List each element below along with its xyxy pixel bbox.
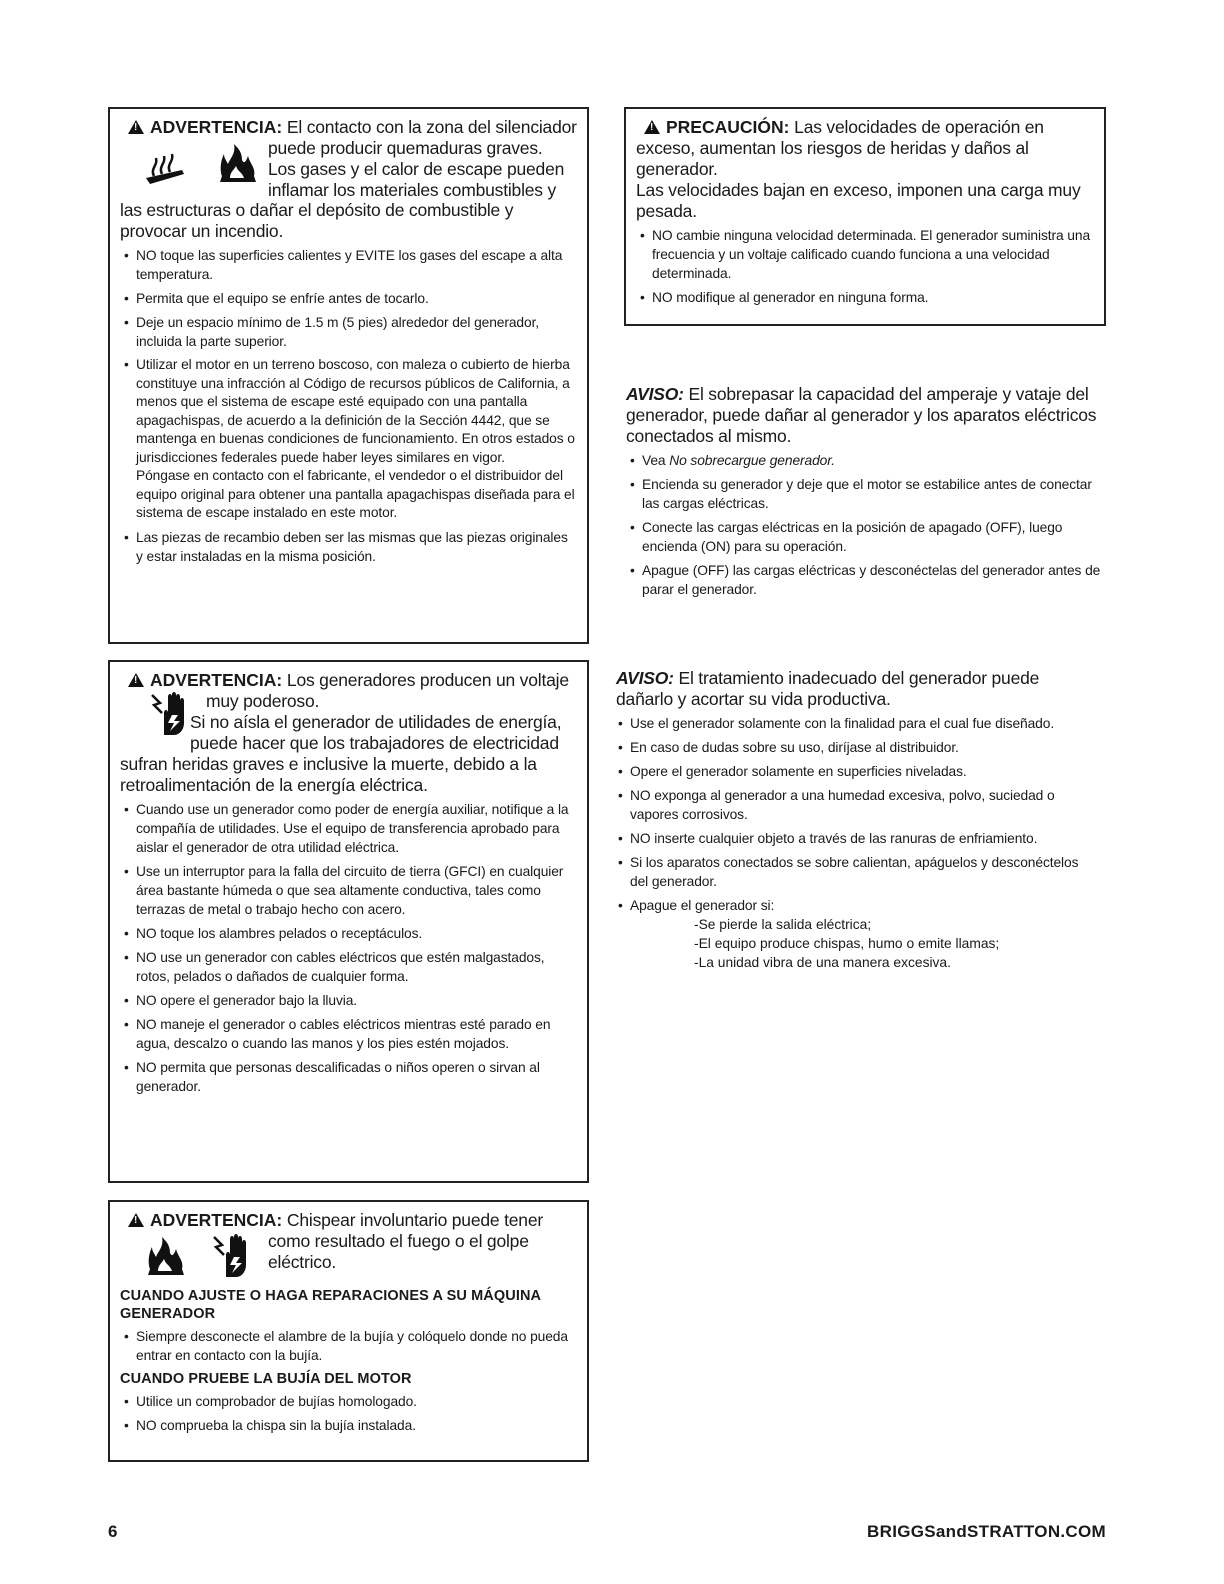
caution-lead: [636, 117, 1094, 222]
warning-box-muffler: [108, 107, 589, 644]
list-item: • Siempre desconecte el alambre de la bujía y colóquelo donde no pueda entrar en contacto con la bujía.: [120, 1327, 577, 1365]
list-item: • NO permita que personas descalificadas o niños operen o sirvan al generador.: [120, 1058, 577, 1096]
notice-lead: [626, 384, 1104, 447]
list-item: • NO maneje el generador o cables eléctricos mientras esté parado en agua, descalzo o cuando las manos y los pies estén mojados.: [120, 1015, 577, 1053]
lead-text: muy poderoso.: [206, 691, 320, 711]
hot-surface-icon: [144, 148, 188, 188]
list-item: [120, 356, 577, 523]
notice-overload: [626, 384, 1104, 604]
lead-text: inflamar los materiales combustibles y: [268, 180, 557, 200]
lead-text: El sobrepasar la capacidad del amperaje y vataje del generador, puede dañar al generador y los aparatos eléctricos conectados al mismo.: [626, 384, 1097, 446]
list-item: • NO comprueba la chispa sin la bujía instalada.: [120, 1416, 577, 1435]
page-number: 6: [108, 1522, 118, 1541]
list-item: • Use un interruptor para la falla del circuito de tierra (GFCI) en cualquier área bastante húmeda o que sea altamente conductiva, tales como terrazas de metal o trabajo hecho con acero.: [120, 862, 577, 919]
warning-list: [120, 1327, 577, 1365]
signal-word: AVISO:: [626, 384, 684, 404]
list-item: • Deje un espacio mínimo de 1.5 m (5 pies) alrededor del generador, incluida la parte superior.: [120, 313, 577, 351]
list-item: • Si los aparatos conectados se sobre calientan, apáguelos y desconéctelos del generador.: [614, 853, 1100, 891]
list-item: • NO exponga al generador a una humedad excesiva, polvo, suciedad o vapores corrosivos.: [614, 786, 1100, 824]
list-item: • Use el generador solamente con la finalidad para el cual fue diseñado.: [614, 714, 1100, 733]
fire-icon: [144, 1235, 188, 1279]
list-item: • NO cambie ninguna velocidad determinada. El generador suministra una frecuencia y un voltaje calificado cuando funciona a una velocidad determinada.: [636, 226, 1094, 283]
signal-word: ADVERTENCIA:: [150, 1210, 283, 1230]
warning-triangle-icon: [128, 120, 144, 134]
signal-word: ADVERTENCIA:: [150, 117, 283, 137]
list-item: • NO use un generador con cables eléctricos que estén malgastados, rotos, pelados o dañados de cualquier forma.: [120, 948, 577, 986]
list-item: • NO toque los alambres pelados o receptáculos.: [120, 924, 577, 943]
sub-item: -La unidad vibra de una manera excesiva.: [694, 955, 951, 970]
list-item: • Opere el generador solamente en superficies niveladas.: [614, 762, 1100, 781]
lead-text: sufran heridas graves e inclusive la muerte, debido a la retroalimentación de la energía eléctrica.: [120, 754, 537, 795]
signal-word: AVISO:: [616, 668, 674, 688]
list-item: • NO modifique al generador en ninguna forma.: [636, 288, 1094, 307]
lead-text: Los gases y el calor de escape pueden: [268, 159, 565, 179]
list-item: • NO inserte cualquier objeto a través de las ranuras de enfriamiento.: [614, 829, 1100, 848]
notice-lead: [614, 668, 1100, 710]
warning-list: [120, 246, 577, 566]
lead-text: Las velocidades de operación en exceso, aumentan los riesgos de heridas y daños al generador.: [636, 117, 1044, 179]
notice-mistreatment: [614, 668, 1100, 972]
warning-box-voltage: [108, 660, 589, 1183]
list-item: • NO toque las superficies calientes y EVITE los gases del escape a alta temperatura.: [120, 246, 577, 284]
warning-triangle-icon: [128, 673, 144, 687]
list-item: • Encienda su generador y deje que el motor se estabilice antes de conectar las cargas eléctricas.: [626, 475, 1104, 513]
caution-box-speed: [624, 107, 1106, 326]
list-item: [626, 451, 1104, 470]
warning-lead: [120, 670, 577, 796]
signal-word: PRECAUCIÓN:: [666, 117, 790, 137]
lead-text: Chispear involuntario puede tener: [286, 1210, 543, 1230]
website-url: BRIGGSandSTRATTON.COM: [867, 1522, 1106, 1541]
list-item: • Conecte las cargas eléctricas en la posición de apagado (OFF), luego encienda (ON) para su operación.: [626, 518, 1104, 556]
list-item: • Permita que el equipo se enfríe antes de tocarlo.: [120, 289, 577, 308]
notice-list: [626, 451, 1104, 599]
list-item: • NO opere el generador bajo la lluvia.: [120, 991, 577, 1010]
lead-text: El tratamiento inadecuado del generador puede dañarlo y acortar su vida productiva.: [616, 668, 1040, 709]
warning-lead: [120, 117, 577, 242]
lead-text: Los generadores producen un voltaje: [286, 670, 569, 690]
list-item: • Utilice un comprobador de bujías homologado.: [120, 1392, 577, 1411]
warning-lead: [120, 1210, 577, 1279]
list-item-text: Vea: [642, 453, 666, 468]
section-heading: CUANDO AJUSTE O HAGA REPARACIONES A SU MÁQUINA GENERADOR: [120, 1288, 541, 1322]
lead-text: El contacto con la zona del silenciador: [286, 117, 577, 137]
signal-word: ADVERTENCIA:: [150, 670, 283, 690]
lead-text: Si no aísla el generador de utilidades de energía,: [190, 712, 562, 732]
notice-list: [614, 714, 1100, 915]
list-item: • Apague el generador si:: [614, 896, 1100, 915]
shock-hand-icon: [212, 1233, 252, 1279]
caution-list: [636, 226, 1094, 307]
warning-triangle-icon: [128, 1213, 144, 1227]
list-item-text: Utilizar el motor en un terreno boscoso, con maleza o cubierto de hierba constituye una infracción al Código de recursos públicos de California, a menos que el sistema de escape esté equipado con una pantalla apagachispas, de acuerdo a la definición de la Sección 4442, que se mantenga en buenas condiciones de funcionamiento. En otros estados o jurisdicciones federales puede haber leyes similares en vigor.: [136, 357, 575, 465]
lead-text: Las velocidades bajan en exceso, imponen una carga muy pesada.: [636, 180, 1081, 221]
lead-text: puede hacer que los trabajadores de electricidad: [190, 733, 559, 753]
list-item: • Cuando use un generador como poder de energía auxiliar, notifique a la compañía de utilidades. Use el equipo de transferencia aprobado para aislar el generador de otra utilidad eléctrica.: [120, 800, 577, 857]
list-item-text: Póngase en contacto con el fabricante, el vendedor o el distribuidor del equipo original para obtener una pantalla apagachispas diseñada para el sistema de escape instalado en este motor.: [136, 468, 575, 520]
fire-icon: [216, 142, 260, 186]
list-item: • Las piezas de recambio deben ser las mismas que las piezas originales y estar instaladas en la misma posición.: [120, 528, 577, 566]
warning-list: [120, 1392, 577, 1435]
lead-text: puede producir quemaduras graves.: [268, 138, 543, 158]
sub-item: -Se pierde la salida eléctrica;: [694, 917, 872, 932]
warning-box-sparking: [108, 1200, 589, 1462]
list-item: • En caso de dudas sobre su uso, diríjase al distribuidor.: [614, 738, 1100, 757]
shock-hand-icon: [150, 691, 190, 737]
lead-text: eléctrico.: [268, 1252, 337, 1272]
cross-reference: No sobrecargue generador.: [669, 453, 835, 468]
warning-list: [120, 800, 577, 1096]
lead-text: como resultado el fuego o el golpe: [268, 1231, 529, 1251]
warning-triangle-icon: [644, 120, 660, 134]
lead-text: las estructuras o dañar el depósito de combustible y provocar un incendio.: [120, 200, 514, 241]
section-heading: CUANDO PRUEBE LA BUJÍA DEL MOTOR: [120, 1371, 412, 1387]
list-item: • Apague (OFF) las cargas eléctricas y desconéctelas del generador antes de parar el generador.: [626, 561, 1104, 599]
sub-item: -El equipo produce chispas, humo o emite llamas;: [694, 936, 1000, 951]
